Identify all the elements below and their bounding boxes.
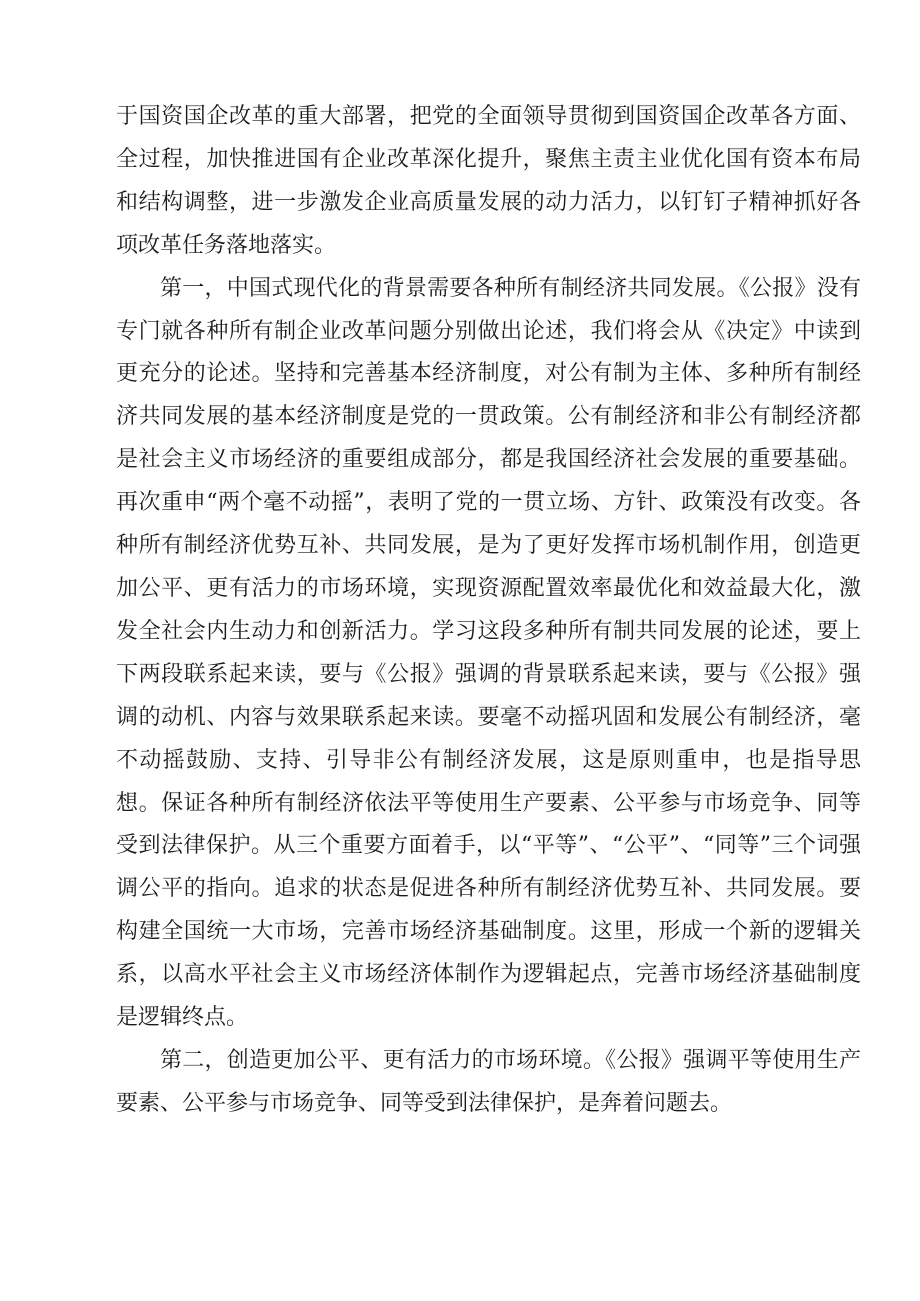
- document-body: [116, 96, 861, 1126]
- paragraph-intro-continuation: 于国资国企改革的重大部署，把党的全面领导贯彻到国资国企改革各方面、全过程，加快推进国有企业改革深化提升，聚焦主责主业优化国有资本布局和结构调整，进一步激发企业高质量发展的动力活力，以钉钉子精神抓好各项改革任务落地落实。: [116, 104, 861, 258]
- paragraph-point-one: 第一，中国式现代化的背景需要各种所有制经济共同发展。《公报》没有专门就各种所有制企业改革问题分别做出论述，我们将会从《决定》中读到更充分的论述。坚持和完善基本经济制度，对公有制为主体、多种所有制经济共同发展的基本经济制度是党的一贯政策。公有制经济和非公有制经济都是社会主义市场经济的重要组成部分，都是我国经济社会发展的重要基础。再次重申“两个毫不动摇”，表明了党的一贯立场、方针、政策没有改变。各种所有制经济优势互补、共同发展，是为了更好发挥市场机制作用，创造更加公平、更有活力的市场环境，实现资源配置效率最优化和效益最大化，激发全社会内生动力和创新活力。学习这段多种所有制共同发展的论述，要上下两段联系起来读，要与《公报》强调的背景联系起来读，要与《公报》强调的动机、内容与效果联系起来读。要毫不动摇巩固和发展公有制经济，毫不动摇鼓励、支持、引导非公有制经济发展，这是原则重申，也是指导思想。保证各种所有制经济依法平等使用生产要素、公平参与市场竞争、同等受到法律保护。从三个重要方面着手，以“平等”、“公平”、“同等”三个词强调公平的指向。追求的状态是促进各种所有制经济优势互补、共同发展。要构建全国统一大市场，完善市场经济基础制度。这里，形成一个新的逻辑关系，以高水平社会主义市场经济体制作为逻辑起点，完善市场经济基础制度是逻辑终点。: [116, 275, 861, 1031]
- paragraph-point-two: 第二，创造更加公平、更有活力的市场环境。《公报》强调平等使用生产要素、公平参与市场竞争、同等受到法律保护，是奔着问题去。: [116, 1047, 861, 1116]
